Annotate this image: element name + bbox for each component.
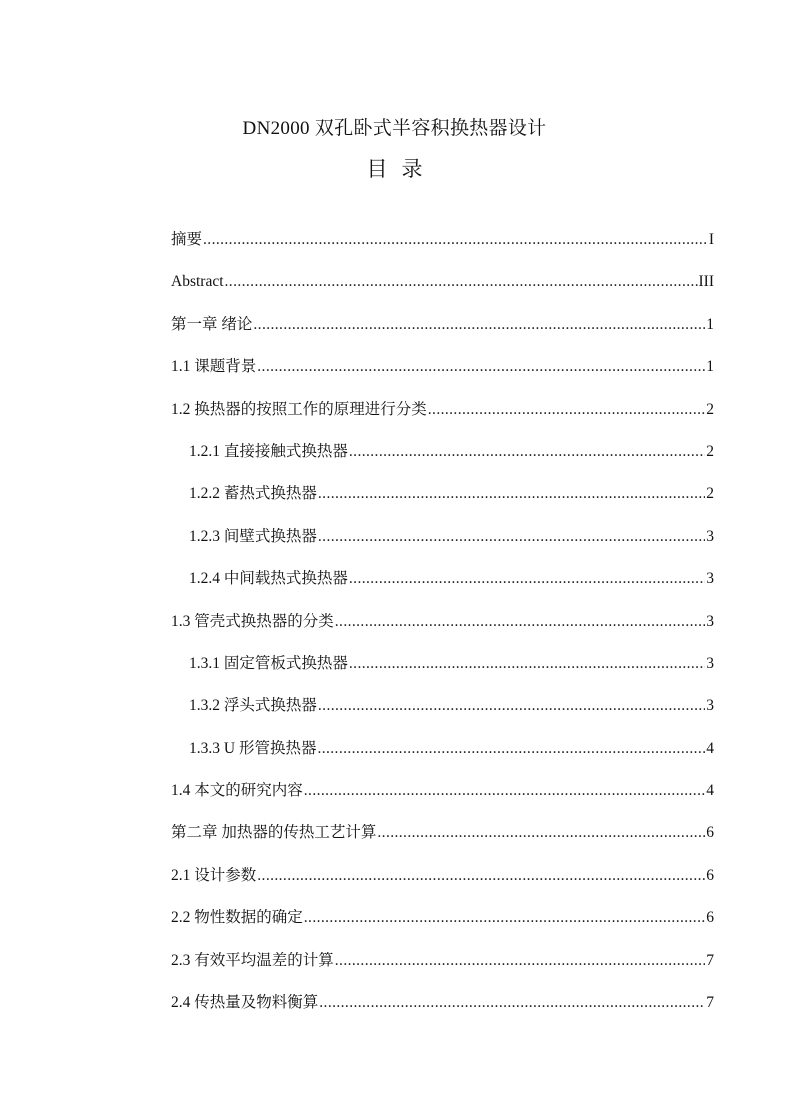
toc-entry-label: 1.3.1 固定管板式换热器 — [189, 654, 348, 672]
toc-entry-label: 2.3 有效平均温差的计算 — [171, 951, 334, 969]
toc-entry-label: 1.3.2 浮头式换热器 — [189, 697, 317, 715]
toc-dot-leader — [203, 228, 708, 252]
toc-entry[interactable] — [171, 779, 714, 821]
toc-entry-label: 1.4 本文的研究内容 — [171, 782, 303, 800]
toc-dot-leader — [349, 652, 705, 676]
toc-entry[interactable] — [171, 864, 714, 906]
toc-dot-leader — [225, 270, 698, 294]
toc-entry-page: 2 — [706, 442, 714, 460]
toc-dot-leader — [318, 694, 705, 718]
toc-heading-char-2: 录 — [401, 157, 423, 181]
table-of-contents — [171, 228, 714, 1033]
toc-dot-leader — [428, 398, 705, 422]
toc-entry-page: 3 — [706, 654, 714, 672]
toc-entry-label: 2.1 设计参数 — [171, 866, 257, 884]
toc-dot-leader — [257, 355, 705, 379]
toc-entry-label: 1.3.3 U 形管换热器 — [189, 739, 317, 757]
toc-entry-label: 1.3 管壳式换热器的分类 — [171, 612, 334, 630]
toc-dot-leader — [253, 313, 705, 337]
toc-entry-page: 1 — [706, 315, 714, 333]
toc-entry-page: 3 — [706, 612, 714, 630]
toc-entry[interactable] — [171, 949, 714, 991]
toc-dot-leader — [304, 906, 705, 930]
toc-entry-page: III — [698, 273, 714, 291]
toc-entry-label: 2.2 物性数据的确定 — [171, 909, 303, 927]
toc-entry-page: I — [708, 231, 714, 248]
toc-entry[interactable] — [171, 652, 714, 694]
toc-entry[interactable] — [171, 525, 714, 567]
toc-entry-label: 第一章 绪论 — [171, 315, 253, 333]
toc-entry-page: 6 — [706, 824, 714, 842]
toc-entry-label: 1.2.4 中间载热式换热器 — [189, 570, 348, 588]
toc-entry[interactable] — [171, 906, 714, 948]
toc-entry[interactable] — [171, 610, 714, 652]
toc-entry-label: 1.1 课题背景 — [171, 358, 257, 376]
toc-entry[interactable] — [171, 694, 714, 736]
toc-entry[interactable] — [171, 440, 714, 482]
toc-entry-page: 6 — [706, 909, 714, 927]
toc-entry[interactable] — [171, 821, 714, 863]
toc-entry[interactable] — [171, 355, 714, 397]
toc-dot-leader — [377, 821, 705, 845]
toc-entry-page: 3 — [706, 570, 714, 588]
toc-dot-leader — [319, 991, 705, 1015]
toc-entry[interactable] — [171, 737, 714, 779]
toc-entry-page: 2 — [706, 485, 714, 503]
toc-entry-page: 3 — [706, 697, 714, 715]
toc-entry-page: 2 — [706, 400, 714, 418]
toc-heading-char-1: 目 — [366, 157, 388, 181]
toc-entry-page: 4 — [706, 782, 714, 800]
toc-entry-page: 3 — [706, 527, 714, 545]
toc-entry-page: 4 — [706, 739, 714, 757]
toc-entry-label: 1.2 换热器的按照工作的原理进行分类 — [171, 400, 427, 418]
toc-entry-label: 2.4 传热量及物料衡算 — [171, 994, 319, 1012]
toc-entry-label: 第二章 加热器的传热工艺计算 — [171, 824, 377, 842]
toc-entry-page: 7 — [706, 994, 714, 1012]
toc-entry-label: Abstract — [171, 273, 224, 291]
toc-dot-leader — [349, 440, 705, 464]
toc-entry-page: 6 — [706, 866, 714, 884]
toc-entry-label: 1.2.2 蓄热式换热器 — [189, 485, 317, 503]
toc-dot-leader — [335, 949, 705, 973]
toc-entry[interactable] — [171, 270, 714, 312]
toc-entry[interactable] — [171, 482, 714, 524]
toc-dot-leader — [257, 864, 705, 888]
toc-heading — [0, 155, 789, 183]
toc-entry-label: 摘要 — [171, 231, 203, 248]
toc-entry[interactable] — [171, 398, 714, 440]
toc-entry-page: 7 — [706, 951, 714, 969]
toc-entry-page: 1 — [706, 358, 714, 376]
toc-entry[interactable] — [171, 313, 714, 355]
toc-dot-leader — [318, 482, 705, 506]
toc-entry-label: 1.2.1 直接接触式换热器 — [189, 442, 348, 460]
toc-dot-leader — [318, 525, 705, 549]
toc-entry-label: 1.2.3 间壁式换热器 — [189, 527, 317, 545]
toc-entry[interactable] — [171, 228, 714, 270]
toc-dot-leader — [349, 567, 705, 591]
document-title: DN2000 双孔卧式半容积换热器设计 — [242, 118, 547, 139]
toc-dot-leader — [317, 737, 705, 761]
toc-entry[interactable] — [171, 567, 714, 609]
toc-dot-leader — [304, 779, 705, 803]
toc-dot-leader — [335, 610, 705, 634]
toc-entry[interactable] — [171, 991, 714, 1033]
